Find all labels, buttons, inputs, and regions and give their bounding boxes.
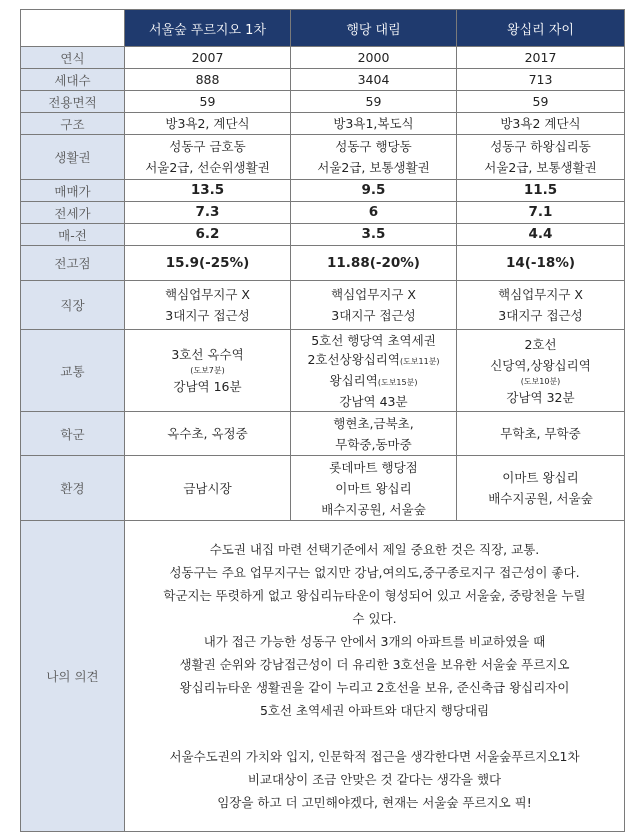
opinion-line-5: 내가 접근 가능한 성동구 안에서 3개의 아파트를 비교하였을 때 — [203, 634, 546, 649]
cell-units-1: 888 — [125, 69, 291, 91]
row-year — [21, 47, 625, 69]
transport-2-line-2-wrap — [291, 350, 456, 371]
living-area-3-line-2: 서울2급, 보통생활권 — [484, 160, 597, 175]
environment-2-line-3: 배수지공원, 서울숲 — [321, 501, 426, 517]
transport-2-line-1: 5호선 행당역 초역세권 — [311, 332, 436, 348]
cell-sale-price-2: 9.5 — [291, 180, 457, 202]
transport-1-line-2: 강남역 16분 — [173, 379, 242, 394]
cell-structure-3: 방3욕2 계단식 — [457, 113, 625, 135]
cell-year-3: 2017 — [457, 47, 625, 69]
row-sale-price — [21, 180, 625, 202]
cell-transport-1 — [125, 330, 291, 412]
transport-2-walk-1: (도보11분) — [399, 356, 440, 366]
cell-living-area-3 — [457, 135, 625, 180]
cell-previous-high-1: 15.9(-25%) — [125, 246, 291, 281]
workplace-1-line-1: 핵심업무지구 X — [165, 287, 250, 302]
transport-3-line-3: 강남역 32분 — [506, 389, 575, 405]
row-label-my-opinion: 나의 의견 — [21, 521, 125, 832]
row-previous-high — [21, 246, 625, 281]
opinion-line-3: 학군지는 뚜렷하게 없고 왕십리뉴타운이 형성되어 있고 서울숲, 중랑천을 누릴 — [163, 588, 586, 603]
row-label-price-gap: 매-전 — [21, 224, 125, 246]
row-label-area: 전용면적 — [21, 91, 125, 113]
row-label-sale-price: 매매가 — [21, 180, 125, 202]
workplace-2-line-1: 핵심업무지구 X — [331, 287, 416, 302]
workplace-1-line-2: 3대지구 접근성 — [165, 308, 250, 323]
transport-3-walk: (도보10분) — [520, 376, 561, 386]
opinion-line-9: 서울수도권의 가치와 입지, 인문학적 접근을 생각한다면 서울숲푸르지오1차 — [169, 749, 580, 764]
cell-price-gap-3: 4.4 — [457, 224, 625, 246]
cell-year-2: 2000 — [291, 47, 457, 69]
school-district-2-line-1: 행현초,금북초, — [333, 415, 414, 431]
row-label-units: 세대수 — [21, 69, 125, 91]
cell-previous-high-3: 14(-18%) — [457, 246, 625, 281]
environment-3-line-1: 이마트 왕십리 — [502, 470, 579, 485]
row-school-district — [21, 412, 625, 456]
opinion-line-8: 5호선 초역세권 아파트와 대단지 행당대림 — [259, 703, 490, 718]
row-label-transport: 교통 — [21, 330, 125, 412]
row-label-year: 연식 — [21, 47, 125, 69]
row-label-school-district: 학군 — [21, 412, 125, 456]
cell-area-3: 59 — [457, 91, 625, 113]
row-structure — [21, 113, 625, 135]
transport-1-walk: (도보7분) — [190, 366, 225, 375]
cell-previous-high-2: 11.88(-20%) — [291, 246, 457, 281]
cell-sale-price-3: 11.5 — [457, 180, 625, 202]
cell-price-gap-2: 3.5 — [291, 224, 457, 246]
transport-2-line-3: 왕십리역 — [329, 372, 378, 388]
living-area-1-line-1: 성동구 금호동 — [169, 139, 246, 154]
apartment-comparison-table — [20, 9, 625, 832]
row-environment — [21, 456, 625, 521]
transport-2-line-4: 강남역 43분 — [339, 393, 408, 409]
cell-living-area-2 — [291, 135, 457, 180]
cell-jeonse-price-3: 7.1 — [457, 202, 625, 224]
cell-jeonse-price-1: 7.3 — [125, 202, 291, 224]
cell-units-3: 713 — [457, 69, 625, 91]
opinion-line-4: 수 있다. — [352, 611, 397, 626]
living-area-2-line-1: 성동구 행당동 — [335, 139, 412, 154]
cell-school-district-2 — [291, 412, 457, 456]
transport-3-line-1: 2호선 — [524, 336, 557, 352]
row-label-jeonse-price: 전세가 — [21, 202, 125, 224]
header-corner — [21, 10, 125, 47]
row-transport — [21, 330, 625, 412]
my-opinion-text — [125, 521, 625, 832]
cell-price-gap-1: 6.2 — [125, 224, 291, 246]
row-label-environment: 환경 — [21, 456, 125, 521]
cell-transport-2 — [291, 330, 457, 412]
row-label-previous-high: 전고점 — [21, 246, 125, 281]
workplace-3-line-1: 핵심업무지구 X — [498, 287, 583, 302]
cell-area-2: 59 — [291, 91, 457, 113]
row-label-structure: 구조 — [21, 113, 125, 135]
cell-workplace-3 — [457, 281, 625, 330]
row-price-gap — [21, 224, 625, 246]
opinion-paragraph-gap — [125, 722, 624, 745]
workplace-2-line-2: 3대지구 접근성 — [331, 308, 416, 323]
school-district-2-line-2: 무학중,동마중 — [335, 436, 412, 452]
cell-living-area-1 — [125, 135, 291, 180]
cell-sale-price-1: 13.5 — [125, 180, 291, 202]
transport-2-line-3-wrap — [291, 371, 456, 392]
header-row — [21, 10, 625, 47]
cell-structure-1: 방3욕2, 계단식 — [125, 113, 291, 135]
transport-2-walk-2: (도보15분) — [377, 377, 418, 387]
environment-2-line-1: 롯데마트 행당점 — [329, 459, 418, 475]
cell-environment-2 — [291, 456, 457, 521]
row-area — [21, 91, 625, 113]
cell-year-1: 2007 — [125, 47, 291, 69]
opinion-line-2: 성동구는 주요 업무지구는 없지만 강남,여의도,중구종로지구 접근성이 좋다. — [169, 565, 580, 580]
header-wangsimni-xi: 왕십리 자이 — [457, 10, 625, 47]
row-my-opinion — [21, 521, 625, 832]
cell-area-1: 59 — [125, 91, 291, 113]
cell-jeonse-price-2: 6 — [291, 202, 457, 224]
header-haengdang-daelim: 행당 대림 — [291, 10, 457, 47]
cell-units-2: 3404 — [291, 69, 457, 91]
living-area-3-line-1: 성동구 하왕십리동 — [490, 139, 591, 154]
environment-3-line-2: 배수지공원, 서울숲 — [488, 491, 593, 506]
header-seoulsup-prugio: 서울숲 푸르지오 1차 — [125, 10, 291, 47]
row-workplace — [21, 281, 625, 330]
transport-2-line-2: 2호선상왕십리역 — [307, 351, 400, 367]
cell-school-district-1 — [125, 412, 291, 456]
cell-school-district-3 — [457, 412, 625, 456]
opinion-line-1: 수도권 내집 마련 선택기준에서 제일 중요한 것은 직장, 교통. — [209, 542, 540, 557]
cell-workplace-1 — [125, 281, 291, 330]
cell-workplace-2 — [291, 281, 457, 330]
row-label-workplace: 직장 — [21, 281, 125, 330]
cell-transport-3 — [457, 330, 625, 412]
cell-environment-3 — [457, 456, 625, 521]
row-jeonse-price — [21, 202, 625, 224]
living-area-1-line-2: 서울2급, 선순위생활권 — [145, 160, 270, 175]
opinion-line-7: 왕십리뉴타운 생활권을 같이 누리고 2호선을 보유, 준신축급 왕십리자이 — [179, 680, 570, 695]
row-label-living-area: 생활권 — [21, 135, 125, 180]
cell-environment-1 — [125, 456, 291, 521]
opinion-line-6: 생활권 순위와 강남접근성이 더 유리한 3호선을 보유한 서울숲 푸르지오 — [179, 657, 570, 672]
opinion-line-10: 비교대상이 조금 안맞은 것 같다는 생각을 했다 — [247, 772, 502, 787]
living-area-2-line-2: 서울2급, 보통생활권 — [317, 160, 430, 175]
row-units — [21, 69, 625, 91]
school-district-1-line-1: 옥수초, 옥정중 — [167, 426, 248, 441]
workplace-3-line-2: 3대지구 접근성 — [498, 308, 583, 323]
environment-1-line-1: 금남시장 — [183, 480, 232, 496]
cell-structure-2: 방3욕1,복도식 — [291, 113, 457, 135]
environment-2-line-2: 이마트 왕십리 — [335, 480, 412, 496]
transport-3-line-2: 신당역,상왕십리역 — [490, 357, 591, 373]
school-district-3-line-1: 무학초, 무학중 — [500, 426, 581, 441]
row-living-area — [21, 135, 625, 180]
opinion-line-11: 임장을 하고 더 고민해야겠다, 현재는 서울숲 푸르지오 픽! — [217, 795, 532, 810]
transport-1-line-1: 3호선 옥수역 — [171, 347, 244, 362]
